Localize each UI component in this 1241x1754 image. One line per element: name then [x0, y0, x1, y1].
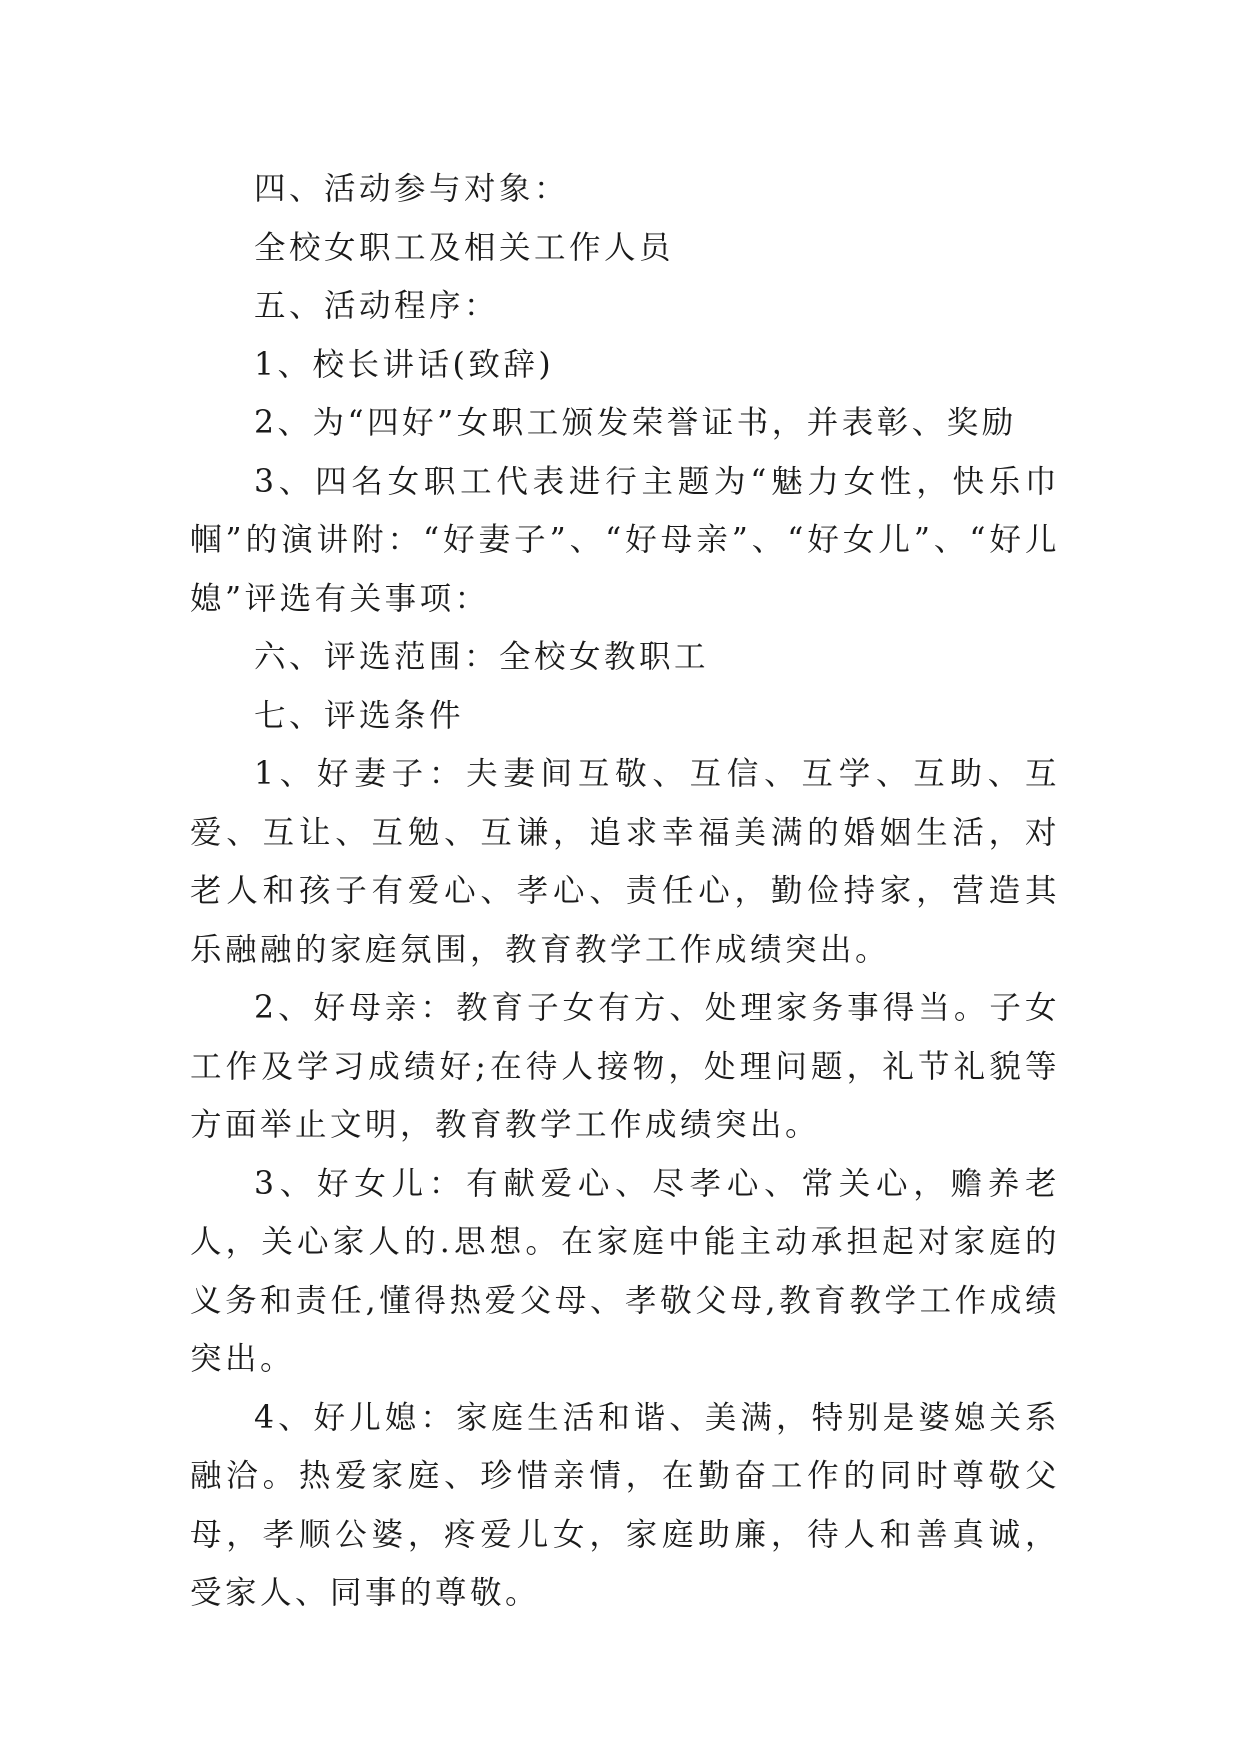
- participants-text: 全校女职工及相关工作人员: [254, 229, 675, 266]
- section-heading-procedure: 五、活动程序：: [254, 288, 500, 324]
- section-heading-participants: 四、活动参与对象：: [254, 171, 570, 207]
- section-heading-criteria: 七、评选条件: [254, 697, 465, 734]
- procedure-item-1: 1、校长讲话(致辞): [254, 346, 555, 383]
- criteria-good-wife: 1、好妻子：夫妻间互敬、互信、互学、互助、互爱、互让、互勉、互谦，追求幸福美满的婚姻生活，对老人和孩子有爱心、孝心、责任心，勤俭持家，营造其乐融融的家庭氛围，教育教学工作成绩突出。: [190, 756, 1060, 968]
- procedure-item-3: 3、四名女职工代表进行主题为“魅力女性，快乐巾帼”的演讲附：“好妻子”、“好母亲”、“好女儿”、“好儿媳”评选有关事项：: [190, 463, 1060, 617]
- document-body: [190, 160, 1060, 1623]
- procedure-item-2: 2、为“四好”女职工颁发荣誉证书，并表彰、奖励: [254, 405, 1017, 441]
- criteria-good-daughter: 3、好女儿：有献爱心、尽孝心、常关心，赡养老人，关心家人的.思想。在家庭中能主动承担起对家庭的义务和责任,懂得热爱父母、孝敬父母,教育教学工作成绩突出。: [190, 1165, 1060, 1377]
- criteria-good-mother: 2、好母亲：教育子女有方、处理家务事得当。子女工作及学习成绩好;在待人接物，处理问题，礼节礼貌等方面举止文明，教育教学工作成绩突出。: [190, 990, 1060, 1143]
- criteria-good-daughter-in-law: 4、好儿媳：家庭生活和谐、美满，特别是婆媳关系融洽。热爱家庭、珍惜亲情，在勤奋工作的同时尊敬父母，孝顺公婆，疼爱儿女，家庭助廉，待人和善真诚，受家人、同事的尊敬。: [190, 1399, 1060, 1611]
- section-heading-scope: 六、评选范围：全校女教职工: [254, 639, 710, 675]
